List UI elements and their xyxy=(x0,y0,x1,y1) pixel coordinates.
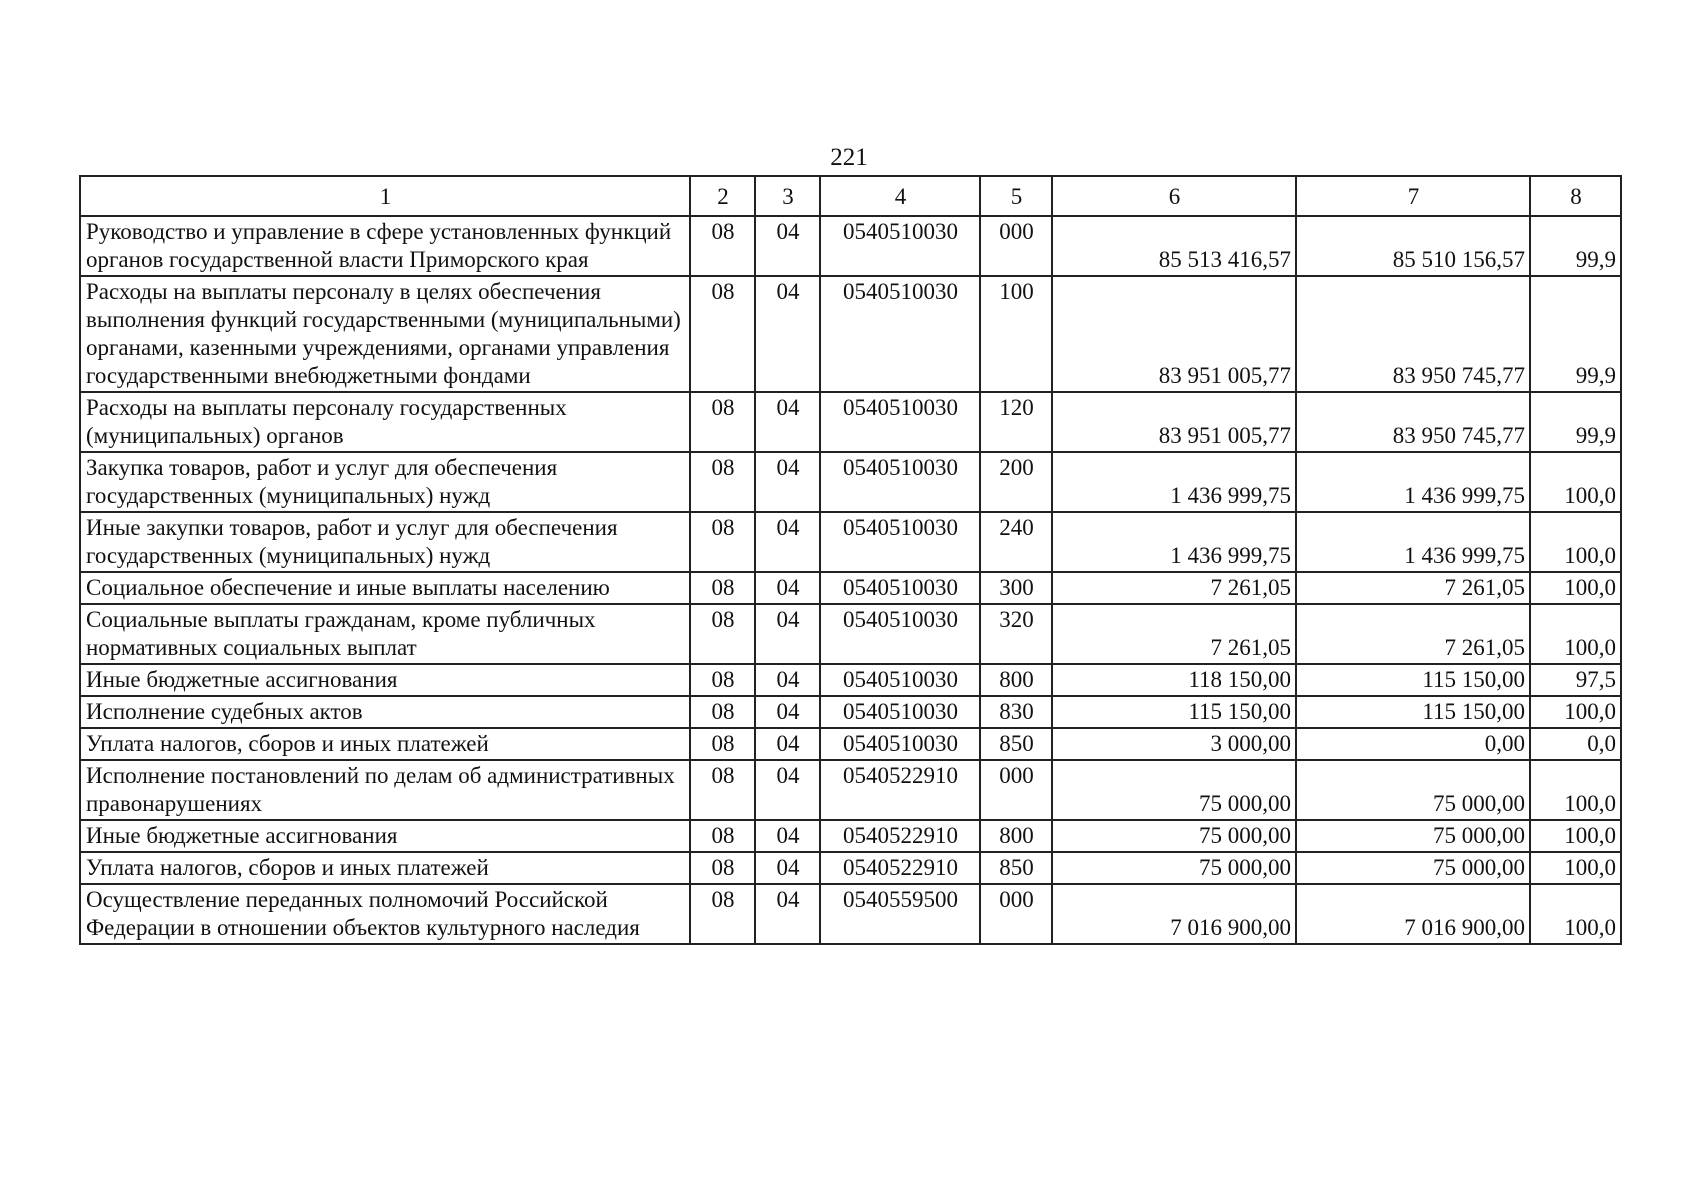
planned-amount: 7 261,05 xyxy=(1052,604,1296,664)
subsection-code: 04 xyxy=(755,728,820,760)
column-header: 6 xyxy=(1052,176,1296,216)
planned-amount: 1 436 999,75 xyxy=(1052,512,1296,572)
planned-amount: 3 000,00 xyxy=(1052,728,1296,760)
target-article-code: 0540522910 xyxy=(820,820,980,852)
target-article-code: 0540510030 xyxy=(820,696,980,728)
row-name: Осуществление переданных полномочий Российской Федерации в отношении объектов культурного наследия xyxy=(80,884,690,944)
executed-amount: 83 950 745,77 xyxy=(1296,276,1530,392)
section-code: 08 xyxy=(690,852,755,884)
expense-type-code: 300 xyxy=(980,572,1052,604)
table-row xyxy=(80,216,1621,276)
page-number: 221 xyxy=(830,144,868,171)
planned-amount: 7 016 900,00 xyxy=(1052,884,1296,944)
subsection-code: 04 xyxy=(755,572,820,604)
table-row xyxy=(80,452,1621,512)
executed-amount: 1 436 999,75 xyxy=(1296,512,1530,572)
section-code: 08 xyxy=(690,696,755,728)
target-article-code: 0540510030 xyxy=(820,216,980,276)
executed-amount: 1 436 999,75 xyxy=(1296,452,1530,512)
planned-amount: 75 000,00 xyxy=(1052,820,1296,852)
execution-percent: 99,9 xyxy=(1530,216,1621,276)
expense-type-code: 850 xyxy=(980,852,1052,884)
table-row xyxy=(80,728,1621,760)
executed-amount: 115 150,00 xyxy=(1296,664,1530,696)
execution-percent: 100,0 xyxy=(1530,884,1621,944)
row-name: Иные бюджетные ассигнования xyxy=(80,820,690,852)
section-code: 08 xyxy=(690,512,755,572)
budget-table xyxy=(79,175,1622,945)
row-name: Исполнение постановлений по делам об административных правонарушениях xyxy=(80,760,690,820)
subsection-code: 04 xyxy=(755,276,820,392)
execution-percent: 100,0 xyxy=(1530,696,1621,728)
execution-percent: 0,0 xyxy=(1530,728,1621,760)
executed-amount: 83 950 745,77 xyxy=(1296,392,1530,452)
subsection-code: 04 xyxy=(755,216,820,276)
row-name: Иные бюджетные ассигнования xyxy=(80,664,690,696)
subsection-code: 04 xyxy=(755,604,820,664)
section-code: 08 xyxy=(690,452,755,512)
expense-type-code: 800 xyxy=(980,820,1052,852)
planned-amount: 1 436 999,75 xyxy=(1052,452,1296,512)
section-code: 08 xyxy=(690,820,755,852)
execution-percent: 100,0 xyxy=(1530,820,1621,852)
table-row xyxy=(80,852,1621,884)
table-row xyxy=(80,884,1621,944)
subsection-code: 04 xyxy=(755,760,820,820)
section-code: 08 xyxy=(690,572,755,604)
execution-percent: 97,5 xyxy=(1530,664,1621,696)
table-row xyxy=(80,696,1621,728)
execution-percent: 100,0 xyxy=(1530,512,1621,572)
section-code: 08 xyxy=(690,728,755,760)
target-article-code: 0540510030 xyxy=(820,604,980,664)
table-row xyxy=(80,664,1621,696)
table-row xyxy=(80,604,1621,664)
row-name: Закупка товаров, работ и услуг для обеспечения государственных (муниципальных) нужд xyxy=(80,452,690,512)
section-code: 08 xyxy=(690,276,755,392)
target-article-code: 0540510030 xyxy=(820,392,980,452)
subsection-code: 04 xyxy=(755,820,820,852)
expense-type-code: 100 xyxy=(980,276,1052,392)
execution-percent: 99,9 xyxy=(1530,392,1621,452)
planned-amount: 118 150,00 xyxy=(1052,664,1296,696)
row-name: Уплата налогов, сборов и иных платежей xyxy=(80,728,690,760)
table-row xyxy=(80,276,1621,392)
execution-percent: 100,0 xyxy=(1530,572,1621,604)
executed-amount: 85 510 156,57 xyxy=(1296,216,1530,276)
table-row xyxy=(80,572,1621,604)
planned-amount: 83 951 005,77 xyxy=(1052,392,1296,452)
subsection-code: 04 xyxy=(755,852,820,884)
subsection-code: 04 xyxy=(755,392,820,452)
table-row xyxy=(80,512,1621,572)
executed-amount: 7 261,05 xyxy=(1296,604,1530,664)
planned-amount: 85 513 416,57 xyxy=(1052,216,1296,276)
executed-amount: 115 150,00 xyxy=(1296,696,1530,728)
column-header: 7 xyxy=(1296,176,1530,216)
execution-percent: 100,0 xyxy=(1530,604,1621,664)
column-header: 2 xyxy=(690,176,755,216)
table-row xyxy=(80,392,1621,452)
executed-amount: 7 016 900,00 xyxy=(1296,884,1530,944)
expense-type-code: 800 xyxy=(980,664,1052,696)
section-code: 08 xyxy=(690,392,755,452)
table-header xyxy=(80,176,1621,216)
expense-type-code: 000 xyxy=(980,760,1052,820)
section-code: 08 xyxy=(690,604,755,664)
target-article-code: 0540510030 xyxy=(820,512,980,572)
target-article-code: 0540559500 xyxy=(820,884,980,944)
expense-type-code: 000 xyxy=(980,884,1052,944)
target-article-code: 0540510030 xyxy=(820,572,980,604)
expense-type-code: 240 xyxy=(980,512,1052,572)
target-article-code: 0540522910 xyxy=(820,760,980,820)
executed-amount: 75 000,00 xyxy=(1296,820,1530,852)
execution-percent: 100,0 xyxy=(1530,452,1621,512)
column-header: 1 xyxy=(80,176,690,216)
section-code: 08 xyxy=(690,664,755,696)
expense-type-code: 320 xyxy=(980,604,1052,664)
column-header: 5 xyxy=(980,176,1052,216)
section-code: 08 xyxy=(690,760,755,820)
row-name: Исполнение судебных актов xyxy=(80,696,690,728)
expense-type-code: 120 xyxy=(980,392,1052,452)
column-header: 4 xyxy=(820,176,980,216)
subsection-code: 04 xyxy=(755,696,820,728)
row-name: Социальное обеспечение и иные выплаты населению xyxy=(80,572,690,604)
target-article-code: 0540522910 xyxy=(820,852,980,884)
row-name: Иные закупки товаров, работ и услуг для обеспечения государственных (муниципальных) нужд xyxy=(80,512,690,572)
row-name: Уплата налогов, сборов и иных платежей xyxy=(80,852,690,884)
subsection-code: 04 xyxy=(755,452,820,512)
target-article-code: 0540510030 xyxy=(820,728,980,760)
expense-type-code: 830 xyxy=(980,696,1052,728)
column-header: 3 xyxy=(755,176,820,216)
expense-type-code: 850 xyxy=(980,728,1052,760)
planned-amount: 75 000,00 xyxy=(1052,852,1296,884)
row-name: Расходы на выплаты персоналу государственных (муниципальных) органов xyxy=(80,392,690,452)
planned-amount: 7 261,05 xyxy=(1052,572,1296,604)
target-article-code: 0540510030 xyxy=(820,276,980,392)
planned-amount: 115 150,00 xyxy=(1052,696,1296,728)
execution-percent: 99,9 xyxy=(1530,276,1621,392)
header-row xyxy=(80,176,1621,216)
target-article-code: 0540510030 xyxy=(820,664,980,696)
row-name: Руководство и управление в сфере установленных функций органов государственной власти Приморского края xyxy=(80,216,690,276)
executed-amount: 7 261,05 xyxy=(1296,572,1530,604)
column-header: 8 xyxy=(1530,176,1621,216)
table-row xyxy=(80,760,1621,820)
expense-type-code: 000 xyxy=(980,216,1052,276)
planned-amount: 83 951 005,77 xyxy=(1052,276,1296,392)
table-row xyxy=(80,820,1621,852)
section-code: 08 xyxy=(690,216,755,276)
row-name: Расходы на выплаты персоналу в целях обеспечения выполнения функций государственными (муниципальными) органами, казенными учреждениями, органами управления государственными внебюджетными фондами xyxy=(80,276,690,392)
section-code: 08 xyxy=(690,884,755,944)
executed-amount: 75 000,00 xyxy=(1296,760,1530,820)
table-body xyxy=(80,216,1621,944)
subsection-code: 04 xyxy=(755,664,820,696)
executed-amount: 75 000,00 xyxy=(1296,852,1530,884)
target-article-code: 0540510030 xyxy=(820,452,980,512)
subsection-code: 04 xyxy=(755,512,820,572)
planned-amount: 75 000,00 xyxy=(1052,760,1296,820)
subsection-code: 04 xyxy=(755,884,820,944)
execution-percent: 100,0 xyxy=(1530,852,1621,884)
execution-percent: 100,0 xyxy=(1530,760,1621,820)
executed-amount: 0,00 xyxy=(1296,728,1530,760)
row-name: Социальные выплаты гражданам, кроме публичных нормативных социальных выплат xyxy=(80,604,690,664)
expense-type-code: 200 xyxy=(980,452,1052,512)
